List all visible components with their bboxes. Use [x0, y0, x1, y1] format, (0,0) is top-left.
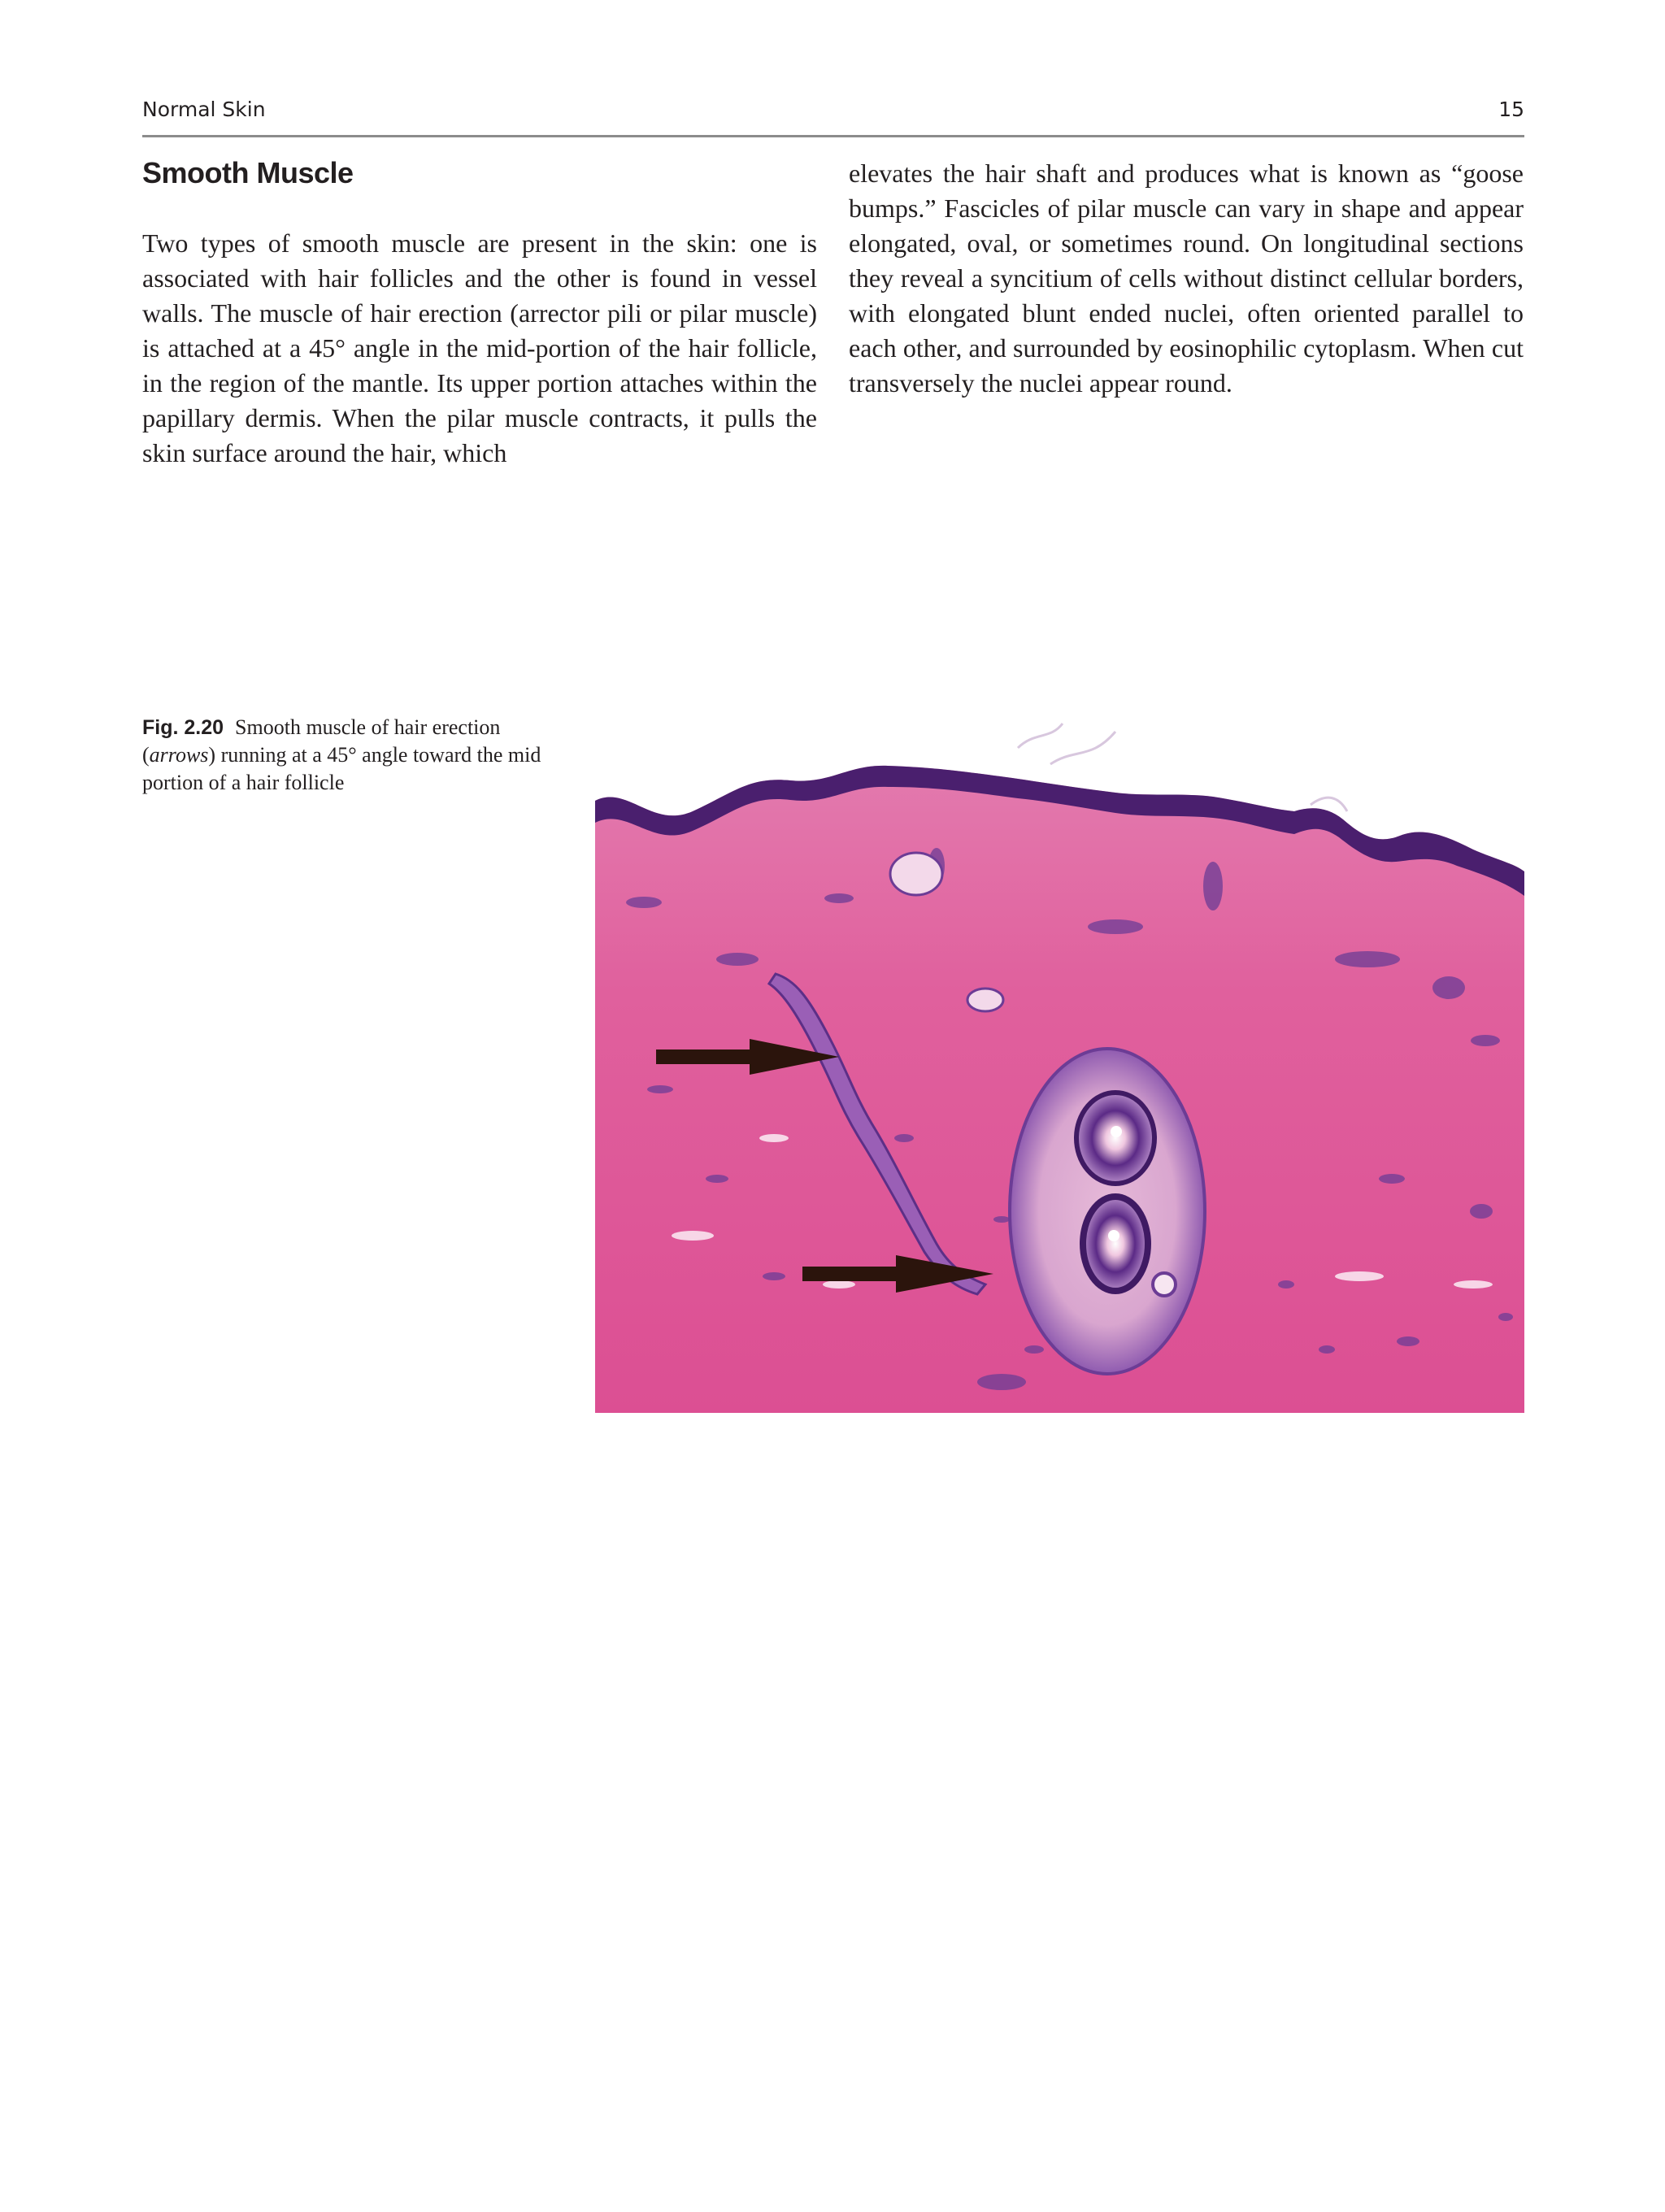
- section-title: Smooth Muscle: [142, 156, 354, 189]
- hair-shaft-lumen-lower: [1108, 1230, 1119, 1241]
- follicle-lower-bulb: [1083, 1197, 1148, 1291]
- hair-shaft-lumen-upper: [1111, 1126, 1122, 1137]
- caption-text-italic: arrows: [149, 743, 209, 767]
- figure-caption: [142, 714, 557, 797]
- caption-text-end: ) running at a 45° angle toward the mid portion of a hair follicle: [142, 743, 541, 794]
- follicle-upper-bulb: [1076, 1093, 1154, 1184]
- page-number: 15: [1498, 98, 1524, 121]
- body-paragraph-left: Two types of smooth muscle are present in the skin: one is associated with hair follicles and the other is found in vessel walls. The muscle of hair erection (arrector pili or pilar muscle) is attached at a 45° angle in the mid-portion of the hair follicle, in the region of the mantle. Its upper portion attaches within the papillary dermis. When the pilar muscle contracts, it pulls the skin surface around the hair, which: [142, 228, 817, 467]
- caption-text-start: Smooth muscle of hair erection (: [142, 715, 501, 767]
- figure-label: Fig. 2.20: [142, 716, 224, 739]
- body-paragraph-right: elevates the hair shaft and produces what is known as “goose bumps.” Fascicles of pilar muscle can vary in shape and appear elongated, oval, or sometimes round. On longitudinal sections they reveal a syncitium of cells without distinct cellular borders, with elongated blunt ended nuclei, often oriented parallel to each other, and surrounded by eosinophilic cytoplasm. When cut transversely the nuclei appear round.: [849, 159, 1524, 398]
- histology-micrograph: [595, 715, 1524, 1413]
- header-rule: [142, 135, 1524, 137]
- sebaceous-duct: [1153, 1273, 1176, 1296]
- running-head: [142, 98, 1524, 125]
- running-title: Normal Skin: [142, 98, 266, 121]
